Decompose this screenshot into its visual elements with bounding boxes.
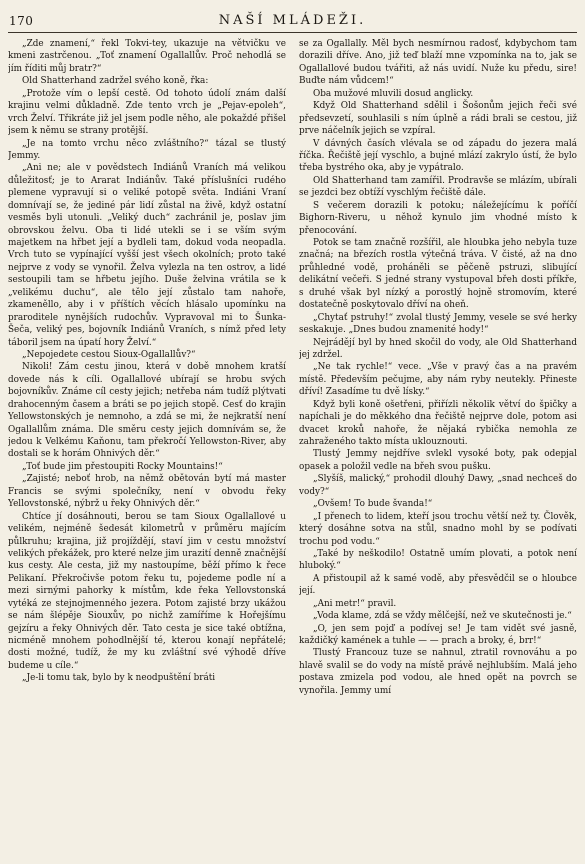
paragraph: „Ovšem! To bude švanda!“: [313, 499, 433, 510]
paragraph: „Ani ne; ale v povědstech Indiánů Vraních má velikou důležitosť; je to Ararat Indiánův. Také příslušníci rudého plemene vypravují si o veliké potopě světa. Indiáni Vraní domnívají se, že jediné pár lidí zůstal na živě, když ostatní vesměs byli utonuli. „Veliký duch“ zachránil je, poslav jim obrovskou želvu. Oba ti lidé utekli se i se vším svým majetkem na hřbet její a bydleli tam, dokud voda neopadla. Vrch tuto se vypínající vyšší jest všech okolních; proto také nejprve z vody se vynořil. Želva vylezla na ten ostrov, a lidé sestoupili tam se hřbetu jejího. Duše želvina vrátila se k „velikému duchu“, ale tělo její zůstalo tam nahoře, zkameněllo, aby i v příštích věcích hlásalo upomínku na praroditele nynějších rudochův. Vypravoval mi to Šunka-Šeča, veliký pes, bojovník Indiánů Vraních, s nímž před lety táboril jsem na úpatí hory Želví.“: [8, 163, 286, 348]
paragraph: „Také by neškodilo! Ostatně umím plovati, a potok není hluboký.“: [299, 548, 577, 572]
header-rule: [8, 32, 577, 33]
paragraph: „O, jen sem pojď a podívej se! Je tam vidět své jasně, každičký kamének a tuhle — — prach a broky, é, brr!“: [299, 623, 577, 646]
paragraph: Nejrádějí byl by hned skočil do vody, ale Old Shatterhand jej zdržel.: [299, 337, 577, 360]
paragraph: „Ne tak rychle!“ vece. „Vše v pravý čas a na pravém místě. Především pečujme, aby nám ryby neutekly. Přineste dříví! Zasadíme tu dvě lísky.“: [299, 362, 577, 398]
paragraph: A přistoupil až k samé vodě, aby přesvědčil se o hloubce její.: [299, 573, 577, 597]
paragraph: „Toť bude jim přestoupiti Rocky Mountains!“: [22, 461, 223, 472]
paragraph: Oba mužové mluvili dosud anglicky.: [313, 88, 474, 99]
paragraph: Old Shatterhand tam zamířil. Prodravše se mlázím, ubírali se jezdci bez obtíží vyschlým řečiště dále.: [299, 175, 577, 199]
paragraph: „Je na tomto vrchu něco zvláštního?“ tázal se tlustý Jemmy.: [8, 138, 286, 161]
paragraph: V dávných časích vlévala se od západu do jezera malá říčka. Řečiště její vyschlo, a bujné mlází zakrylo ústí, že bylo třeba bystrého oka, aby je vypátralo.: [299, 138, 577, 174]
paragraph: Když byli koně ošetřeni, přiřízli několik větví do špičky a napíchali je do měkkého dna řečiště nejprve dole, potom asi dvacet kroků nahoře, že nějaká rybička nemohla ze zahraženého takto místa uklouznouti.: [299, 399, 577, 447]
paragraph: S večerem dorazili k potoku; náležejícímu k poříčí Bighorn-Riveru, u něhož kynulo jim vhodné místo k přenocování.: [299, 200, 577, 236]
paragraph: Tlustý Francouz tuze se nahnul, ztratil rovnováhu a po hlavě svalil se do vody na místě právě nejhlubším. Malá jeho postava zmizela pod vodou, ale hned opět na povrch se vynořila. Jemmy umí: [299, 648, 577, 696]
paragraph: Old Shatterhand zadržel svého koně, řka:: [22, 76, 209, 87]
paragraph: Chtíce jí dosáhnouti, berou se tam Sioux Ogallallové u velikém, nejméně šedesát kilometrů v průměru majícím půlkruhu; krajina, již projíždějí, staví jim v cestu množství velikých překážek, pro které nelze jim urazití denně značnější kus cesty. Ale cesta, již my nastoupíme, běží přímo k řece Pelikaní. Překročivše potom řeku tu, pojedeme podle ní a mezi sirnými pahorky k místům, kde řeka Yellovstonská vytéká ze stejnojmenného jezera. Potom zajisté brzy ukážou se nám šlépěje Siouxův, po nichž zamíříme k Hořejšímu gejzíru a řeky Ohnivých děr. Tato cesta je sice také obtížna, nicméně mnohem pohodlnější té, kterou konají nepřátelé; dosti možné, tudíž, že my ku zvláštní své výhodě dříve budeme u cíle.“: [8, 511, 286, 671]
paragraph: „Voda klame, zdá se vždy mělčejší, než ve skutečnosti je.“: [313, 611, 572, 622]
paragraph: „I přenech to lidem, kteří jsou trochu větší než ty. Člověk, který dosáhne sotva na stůl, snadno mohl by se podívati trochu pod vodu.“: [299, 511, 577, 547]
paragraph: Potok se tam značně rozšířil, ale hloubka jeho nebyla tuze značná; na březích rostla výtečná tráva. V čisté, až na dno průhledné vodě, proháněli se pěčeně pstruzi, slibující delikátní večeři. S jedné strany vystupoval břeh dosti příkře, s druhé však byl nízký a porostlý hojně stromovím, které dostatečně poskytovalo dříví na oheň.: [299, 238, 577, 311]
paragraph: se za Ogallally. Měl bych nesmírnou radosť, kdybychom tam dorazili dříve. Ano, již teď blaží mne vzpomínka na to, jak se Ogallallové budou tvářiti, až nás uvidí. Nuže ku předu, sire! Buďte nám vůdcem!“: [299, 39, 577, 87]
paragraph: „Zde znamení,“ řekl Tokvi-tey, ukazuje na větvičku ve kmeni zastrčenou. „Toť znamení Ogallallův. Proč nehodlá se jím říditi můj bratr?“: [8, 39, 286, 74]
paragraph: „Slyšíš, malický,“ prohodil dlouhý Dawy, „snad nechceš do vody?“: [299, 474, 577, 497]
paragraph: „Je-li tomu tak, bylo by k neodpuštění bráti: [22, 673, 216, 684]
running-head: NAŠÍ MLÁDEŽI.: [218, 13, 367, 28]
paragraph: „Ani metr!“ pravil.: [313, 598, 397, 609]
paragraph: „Chytať pstruhy!“ zvolal tlustý Jemmy, vesele se své herky seskakuje. „Dnes budou znamenité hody!“: [299, 312, 577, 336]
page-header: [0, 0, 585, 34]
paragraph: „Protože vím o lepší cestě. Od tohoto údolí znám další krajinu velmi důkladně. Zde tento vrch je „Pejav-epoleh“, vrch Želví. Třikráte již jel jsem podle něho, ale pokaždé přišel jsem k němu se strany protější.: [8, 88, 286, 137]
paragraph: „Zajisté; neboť hrob, na němž obětován bytí má master Francis se svými společníky, není v obvodu řeky Yellovstonské, nýbrž u řeky Ohnivých děr.“: [8, 474, 286, 510]
paragraph: Když Old Shatterhand sdělil i Šošonům jejich řeči své předsevzetí, souhlasili s ním úplně a rádi brali se cestou, již prve náčelník jejich se vzpíral.: [299, 101, 577, 137]
right-column: [299, 38, 577, 860]
paragraph: Tlustý Jemmy nejdříve svlekl vysoké boty, pak odepjal opasek a položil vedle na břeh svou pušku.: [299, 449, 577, 472]
paragraph: Nikoli! Zám cestu jinou, která v době mnohem kratší dovede nás k cíli. Ogallallové ubírají se hrobu svých bojovníkův. Známe cíl cesty jejich; netřeba nám tudíž plýtvati drahocenným časem a bráti se po jejich stopě. Cesť do krajin Yellowstonských je nemnoho, a zdá se mi, že nejkratší není Ogallallům známa. Dle směru cesty jejich domnívám se, že jedou k Velkému Kaňonu, tam překročí Yellowston-River, aby dostali se k horám Ohnivých děr.“: [8, 362, 286, 460]
text-columns: [8, 38, 577, 860]
page-number: 170: [9, 14, 34, 28]
paragraph: „Nepojedete cestou Sioux-Ogallallův?“: [22, 349, 196, 360]
left-column: [8, 38, 286, 860]
